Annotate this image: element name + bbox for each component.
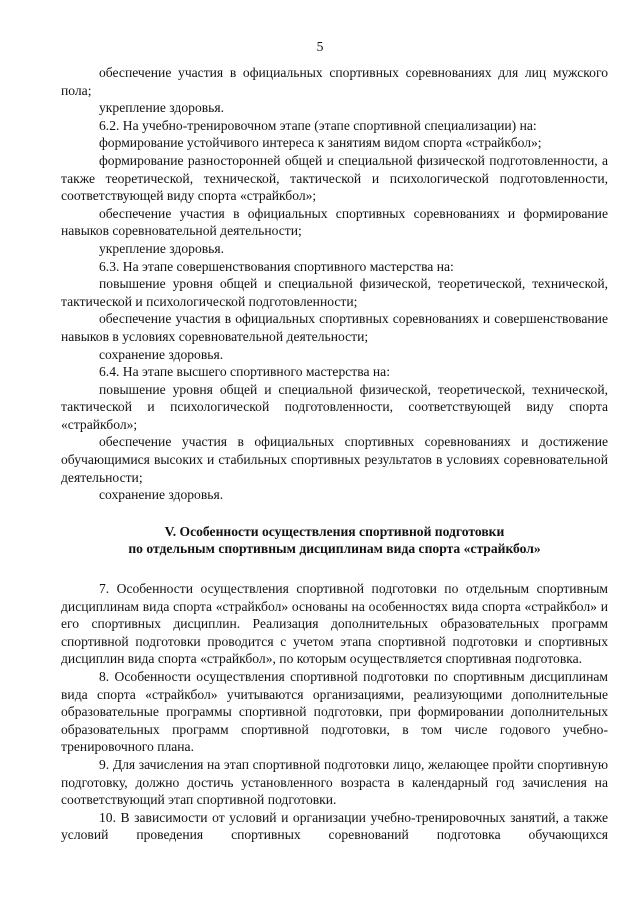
spacer (61, 504, 608, 523)
paragraph: обеспечение участия в официальных спортивных соревнованиях для лиц мужского пола; (61, 65, 608, 98)
paragraph: повышение уровня общей и специальной физической, теоретической, технической, тактической и психологической подготовленности, соответствующей виду спорта «страйкбол»; (61, 381, 608, 432)
paragraph: 9. Для зачисления на этап спортивной подготовки лицо, желающее пройти спортивную подготовку, должно достичь установленного возраста в календарный год зачисления на соответствующий этап спортивной подготовки. (61, 756, 608, 808)
spacer (61, 558, 608, 580)
paragraph: обеспечение участия в официальных спортивных соревнованиях и достижение обучающимися высоких и стабильных спортивных результатов в условиях соревновательной деятельности; (61, 434, 608, 485)
paragraph: повышение уровня общей и специальной физической, теоретической, технической, тактической и психологической подготовленности; (61, 276, 608, 309)
paragraph: обеспечение участия в официальных спортивных соревнованиях и формирование навыков соревновательной деятельности; (61, 205, 608, 239)
paragraph: 7. Особенности осуществления спортивной подготовки по отдельным спортивным дисциплинам вида спорта «страйкбол» основаны на особенностях вида спорта «страйкбол» и его спортивных дисциплин. Реализация дополнительных образовательных программ спортивной подготовки проводится с учетом этапа спортивной подготовки и спортивных дисциплин вида спорта «страйкбол», по которым осуществляется спортивная подготовка. (61, 581, 608, 667)
paragraph: 10. В зависимости от условий и организации учебно-тренировочных занятий, а также условий проведения спортивных соревнований подготовка обучающихся (61, 809, 608, 843)
paragraph: формирование разносторонней общей и специальной физической подготовленности, а также теоретической, технической, тактической и психологической подготовленности, соответствующей виду спорта «страйкбол»; (61, 152, 608, 204)
paragraph: 6.3. На этапе совершенствования спортивного мастерства на: (99, 258, 454, 274)
paragraph: 8. Особенности осуществления спортивной подготовки по спортивным дисциплинам вида спорта «страйкбол» учитываются организациями, реализующими дополнительные образовательные программы спортивной подготовки, при формировании дополнительных образовательных программ спортивной подготовки, в том числе годового учебно-тренировочного плана. (61, 669, 608, 755)
section-heading-line-1: V. Особенности осуществления спортивной подготовки (164, 523, 505, 539)
paragraph: обеспечение участия в официальных спортивных соревнованиях и совершенствование навыков в условиях соревновательной деятельности; (61, 311, 608, 344)
paragraph: 6.2. На учебно-тренировочном этапе (этапе спортивной специализации) на: (99, 117, 537, 133)
paragraph: сохранение здоровья. (99, 346, 224, 362)
paragraph: формирование устойчивого интереса к занятиям видом спорта «страйкбол»; (99, 135, 542, 151)
paragraph: укрепление здоровья. (99, 240, 225, 256)
section-heading-line-2: по отдельным спортивным дисциплинам вида спорта «страйкбол» (128, 541, 541, 557)
paragraph: сохранение здоровья. (99, 487, 224, 503)
page-number: 5 (316, 39, 324, 54)
paragraph: 6.4. На этапе высшего спортивного мастерства на: (99, 364, 390, 380)
paragraph: укрепление здоровья. (99, 100, 225, 116)
document-body (61, 64, 608, 844)
